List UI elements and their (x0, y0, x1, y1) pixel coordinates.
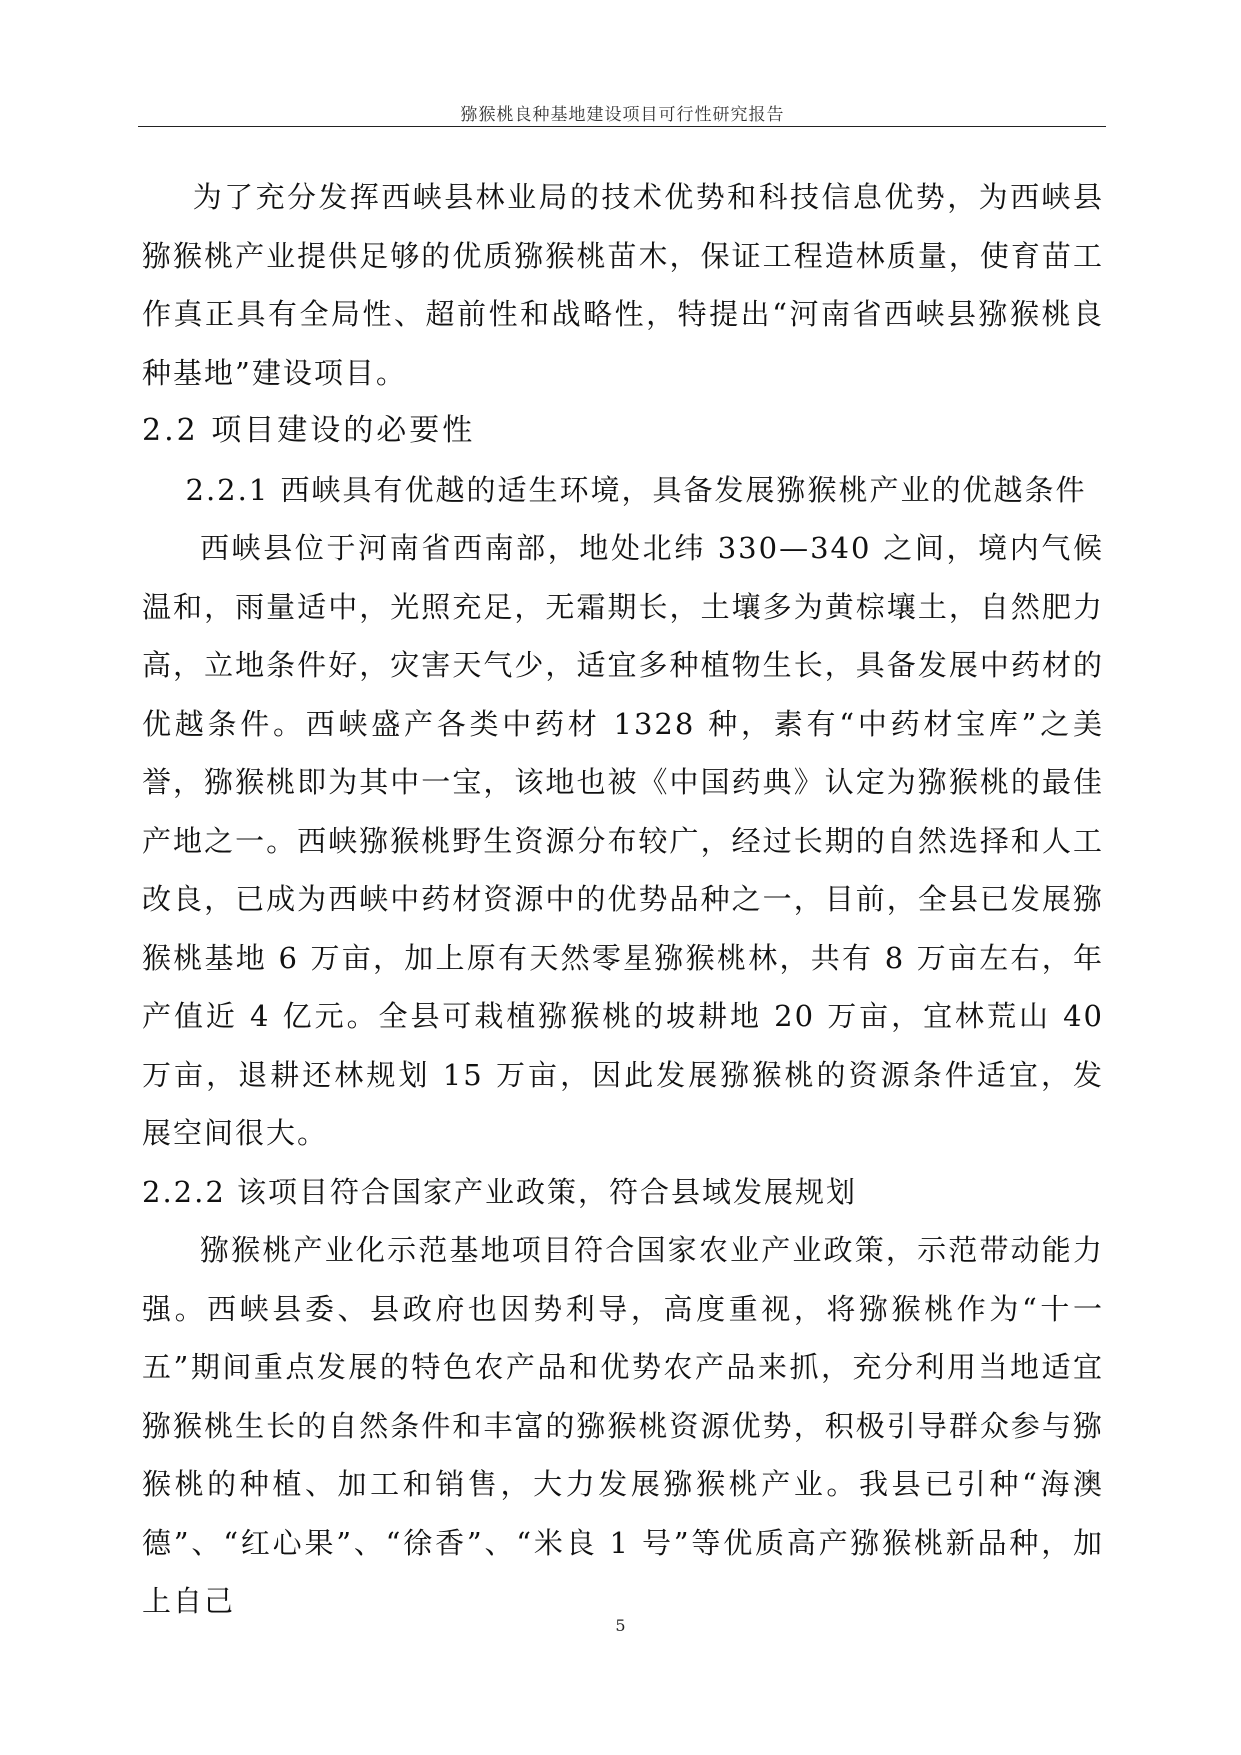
section-2-2-1-heading: 2.2.1 西峡具有优越的适生环境，具备发展猕猴桃产业的优越条件 (185, 472, 1087, 507)
intro-paragraph: 为了充分发挥西峡县林业局的技术优势和科技信息优势，为西峡县猕猴桃产业提供足够的优质猕猴桃苗木，保证工程造林质量，使育苗工作真正具有全局性、超前性和战略性，特提出“河南省西峡县猕猴桃良种基地”建设项目。 (142, 180, 1104, 390)
section-2-2-heading: 2.2 项目建设的必要性 (142, 413, 476, 448)
header-divider (138, 126, 1106, 127)
section-2-2-2-paragraph: 猕猴桃产业化示范基地项目符合国家农业产业政策，示范带动能力强。西峡县委、县政府也因势利导，高度重视，将猕猴桃作为“十一五”期间重点发展的特色农产品和优势农产品来抓，充分利用当地适宜猕猴桃生长的自然条件和丰富的猕猴桃资源优势，积极引导群众参与猕猴桃的种植、加工和销售，大力发展猕猴桃产业。我县已引种“海澳德”、“红心果”、“徐香”、“米良 1 号”等优质高产猕猴桃新品种，加上自己 (142, 1233, 1104, 1618)
page-content (142, 168, 1104, 1631)
page-number: 5 (615, 1616, 626, 1635)
section-2-2-1-paragraph: 西峡县位于河南省西南部，地处北纬 330—340 之间，境内气候温和，雨量适中，光照充足，无霜期长，土壤多为黄棕壤土，自然肥力高，立地条件好，灾害天气少，适宜多种植物生长，具备发展中药材的优越条件。西峡盛产各类中药材 1328 种，素有“中药材宝库”之美誉，猕猴桃即为其中一宝，该地也被《中国药典》认定为猕猴桃的最佳产地之一。西峡猕猴桃野生资源分布较广，经过长期的自然选择和人工改良，已成为西峡中药材资源中的优势品种之一，目前，全县已发展猕猴桃基地 6 万亩，加上原有天然零星猕猴桃林，共有 8 万亩左右，年产值近 4 亿元。全县可栽植猕猴桃的坡耕地 20 万亩，宜林荒山 40 万亩，退耕还林规划 15 万亩，因此发展猕猴桃的资源条件适宜，发展空间很大。 (142, 531, 1104, 1150)
running-header: 猕猴桃良种基地建设项目可行性研究报告 (460, 105, 785, 125)
section-2-2-2-heading: 2.2.2 该项目符合国家产业政策，符合县域发展规划 (142, 1174, 858, 1209)
